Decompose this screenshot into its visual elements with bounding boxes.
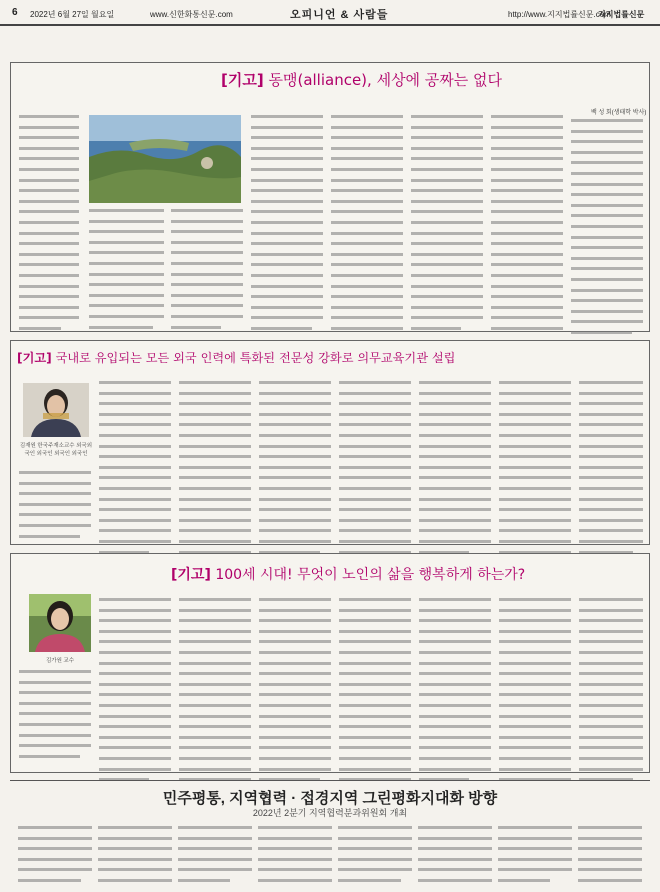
text-column <box>18 826 92 890</box>
text-column <box>579 598 643 789</box>
text-column <box>339 598 411 789</box>
article-alliance-byline: 백 성 회(생태학 박사) <box>591 110 647 116</box>
text-column <box>339 381 411 561</box>
text-column <box>178 826 252 890</box>
text-column <box>98 826 172 890</box>
article-foreign-workers-title: [기고] 국내로 유입되는 모든 외국 인력에 특화된 전문성 강화로 의무교육기관 설립 <box>17 351 456 365</box>
issue-date: 2022년 6월 27일 월요일 <box>30 10 115 19</box>
text-column <box>99 598 171 789</box>
text-column <box>19 670 91 765</box>
article-centenarian-title: [기고] 100세 시대! 무엇이 노인의 삶을 행복하게 하는가? <box>171 567 526 583</box>
text-column <box>419 598 491 789</box>
page-header <box>0 0 660 26</box>
text-column <box>258 826 332 890</box>
text-column <box>579 381 643 561</box>
text-column <box>499 598 571 789</box>
site-url-2: http://www.지지법률신문.com <box>508 10 611 19</box>
article-peace-subtitle: 2022년 2분기 지역협력분과위원회 개최 <box>252 808 408 818</box>
text-column <box>571 119 643 341</box>
paper-name: 지지법률신문 <box>598 10 645 19</box>
text-column <box>19 471 91 545</box>
text-column <box>411 115 483 337</box>
text-column <box>89 209 164 336</box>
text-column <box>259 381 331 561</box>
article-foreign-workers <box>10 340 650 545</box>
article-alliance <box>10 62 650 332</box>
text-column <box>499 381 571 561</box>
text-column <box>331 115 403 337</box>
text-column <box>419 381 491 561</box>
article-alliance-title: [기고] 동맹(alliance), 세상에 공짜는 없다 <box>221 71 503 89</box>
text-column <box>179 381 251 561</box>
text-column <box>259 598 331 789</box>
text-column <box>498 826 572 890</box>
section-title: 오피니언 & 사람들 <box>290 9 389 21</box>
site-url: www.신한화통신문.com <box>150 10 233 19</box>
text-column <box>251 115 323 337</box>
aerial-photo <box>89 115 241 203</box>
text-column <box>491 115 563 337</box>
text-column <box>418 826 492 890</box>
page-number: 6 <box>12 7 18 18</box>
divider <box>10 780 650 781</box>
text-column <box>99 381 171 561</box>
portrait-caption: 김재원 한국주재소교수 외국외국인 외국인 외국인 외국인 <box>19 443 93 457</box>
portrait-caption: 김가원 교수 <box>45 658 75 664</box>
text-column <box>179 598 251 789</box>
text-column <box>19 115 79 337</box>
portrait-photo <box>23 383 89 437</box>
text-column <box>338 826 412 890</box>
text-column <box>578 826 642 890</box>
article-centenarian <box>10 553 650 773</box>
article-peace-title: 민주평통, 지역협력 · 접경지역 그린평화지대화 방향 <box>162 790 498 807</box>
text-column <box>171 209 243 336</box>
portrait-photo <box>29 594 91 652</box>
